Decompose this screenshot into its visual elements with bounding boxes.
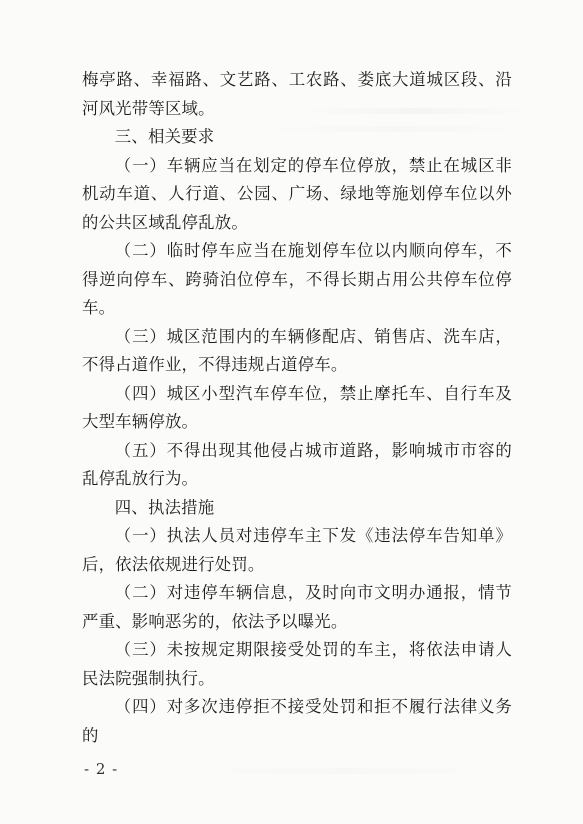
paragraph-enforcement-2: （二）对违停车辆信息，及时向市文明办通报，情节严重、影响恶劣的，依法予以曝光。	[82, 583, 512, 631]
section-heading-requirements: 三、相关要求	[114, 127, 215, 146]
paragraph-enforcement-4: （四）对多次违停拒不接受处罚和拒不履行法律义务的	[82, 697, 512, 745]
bleed-through-mark	[160, 768, 530, 774]
page-number: - 2 -	[84, 760, 119, 778]
paragraph-requirement-3: （三）城区范围内的车辆修配店、销售店、洗车店，不得占道作业，不得违规占道停车。	[82, 326, 512, 374]
document-body	[82, 66, 512, 750]
paragraph-enforcement-3: （三）未按规定期限接受处罚的车主，将依法申请人民法院强制执行。	[82, 640, 512, 688]
paragraph-requirement-5: （五）不得出现其他侵占城市道路，影响城市市容的乱停乱放行为。	[82, 440, 512, 488]
paragraph-continuation: 梅亭路、幸福路、文艺路、工农路、娄底大道城区段、沿河风光带等区域。	[82, 70, 512, 118]
paragraph-requirement-1: （一）车辆应当在划定的停车位停放，禁止在城区非机动车道、人行道、公园、广场、绿地等施划停车位以外的公共区域乱停乱放。	[82, 155, 512, 232]
paragraph-requirement-2: （二）临时停车应当在施划停车位以内顺向停车，不得逆向停车、跨骑泊位停车，不得长期占用公共停车位停车。	[82, 241, 512, 317]
paragraph-requirement-4: （四）城区小型汽车停车位，禁止摩托车、自行车及大型车辆停放。	[82, 383, 512, 431]
paragraph-enforcement-1: （一）执法人员对违停车主下发《违法停车告知单》后，依法依规进行处罚。	[82, 526, 512, 574]
section-heading-enforcement: 四、执法措施	[114, 497, 215, 517]
